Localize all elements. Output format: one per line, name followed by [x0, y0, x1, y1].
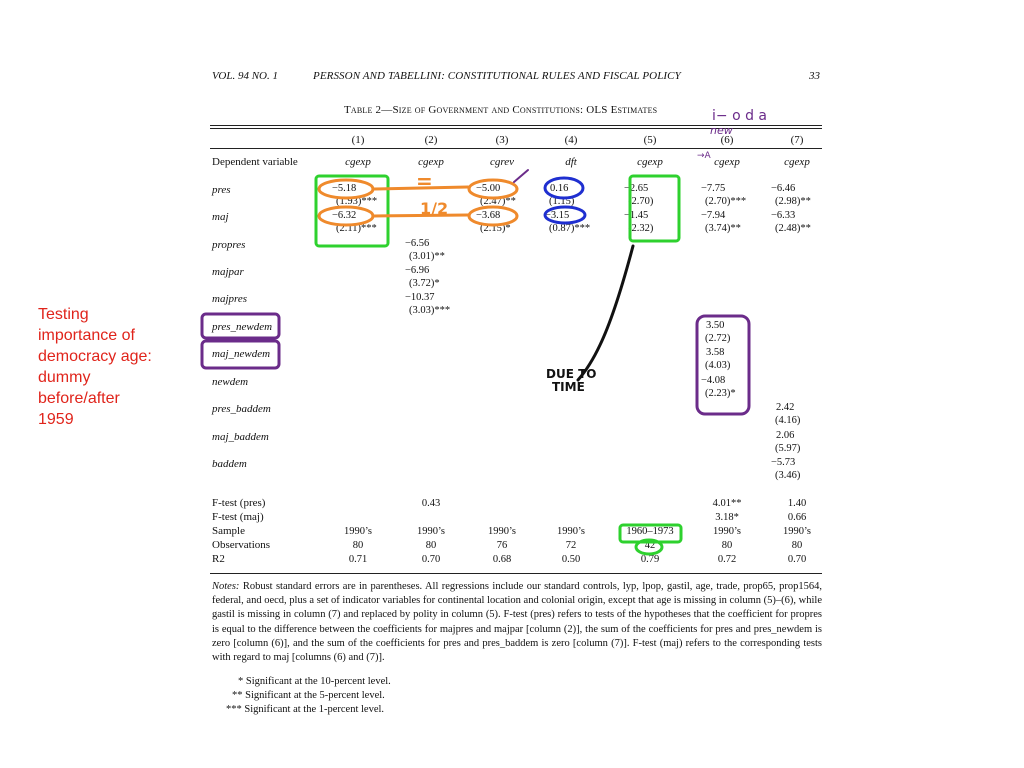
row-label: newdem	[212, 376, 249, 388]
table-top-rule	[210, 125, 822, 126]
std-error: (0.87)***	[549, 223, 591, 234]
coefficient: −6.32	[332, 210, 357, 221]
stat-value: 1990’s	[416, 526, 445, 537]
stat-label: F-test (maj)	[212, 511, 264, 523]
std-error: (1.93)***	[336, 196, 378, 207]
stat-value: 1990’s	[487, 526, 516, 537]
row-label: maj_baddem	[212, 431, 269, 443]
dependent-variable-name: cgexp	[784, 156, 810, 168]
std-error: (3.46)	[775, 470, 801, 481]
handwritten-i-oda: i− o d a	[712, 108, 768, 124]
column-number: (7)	[790, 134, 804, 146]
std-error: (2.72)	[705, 333, 731, 344]
table-notes	[212, 580, 822, 665]
dependent-variable-name: cgexp	[345, 156, 371, 168]
std-error: (3.74)**	[705, 223, 741, 234]
handwritten-due-to: DUE TO	[546, 367, 597, 381]
running-title: PERSSON AND TABELLINI: CONSTITUTIONAL RULES AND FISCAL POLICY	[313, 70, 681, 82]
side-note	[38, 304, 188, 430]
std-error: (2.11)***	[336, 223, 377, 234]
coefficient: −5.18	[332, 183, 357, 194]
std-error: (3.72)*	[409, 278, 440, 289]
stat-value: 0.50	[561, 554, 581, 565]
coefficient: 2.42	[776, 402, 795, 413]
stat-value: 1.40	[787, 498, 807, 509]
coefficient: −5.00	[476, 183, 501, 194]
std-error: (2.70)***	[705, 196, 747, 207]
coefficient: 2.06	[776, 430, 795, 441]
std-error: (5.97)	[775, 443, 801, 454]
coefficient: −6.33	[771, 210, 796, 221]
stat-value: 72	[565, 540, 577, 551]
coefficient: −7.75	[701, 183, 726, 194]
stat-value: 80	[721, 540, 733, 551]
stat-value: 0.66	[787, 512, 807, 523]
table-bottom-rule	[210, 573, 822, 574]
purple-tick-mark	[514, 170, 528, 182]
dependent-variable-name: cgexp	[714, 156, 740, 168]
coefficient: −10.37	[405, 292, 435, 303]
dependent-variable-name: cgrev	[489, 156, 515, 168]
coefficient: −5.73	[771, 457, 796, 468]
sig-note-5: ** Significant at the 5-percent level.	[232, 690, 385, 701]
dependent-variable-label: Dependent variable	[212, 156, 298, 168]
stat-value: 80	[425, 540, 437, 551]
orange-link-maj	[374, 215, 468, 216]
stat-value: 0.79	[640, 554, 660, 565]
black-arrow-line	[578, 246, 633, 380]
dependent-variable-name: cgexp	[637, 156, 663, 168]
coefficient: −7.94	[701, 210, 726, 221]
notes-lead: Notes:	[212, 581, 240, 592]
stat-value: 1990’s	[712, 526, 741, 537]
row-label: propres	[212, 239, 246, 251]
coefficient: 3.58	[706, 347, 725, 358]
table-header-rule	[210, 148, 822, 149]
std-error: (2.47)**	[480, 196, 516, 207]
handwritten-half: 1/2	[420, 199, 449, 218]
coefficient: −3.15	[545, 210, 570, 221]
row-label: pres	[212, 184, 231, 196]
stat-value: 80	[352, 540, 364, 551]
row-label: maj_newdem	[212, 348, 271, 360]
std-error: (2.48)**	[775, 223, 811, 234]
row-label: maj	[212, 211, 229, 223]
side-note-line: Testing	[38, 306, 89, 323]
row-label: pres_newdem	[212, 321, 273, 333]
std-error: (2.15)*	[480, 223, 511, 234]
stat-value: 1990’s	[343, 526, 372, 537]
column-number: (6)	[720, 134, 734, 146]
row-label: majpres	[212, 293, 248, 305]
stat-value: 0.70	[421, 554, 441, 565]
coefficient: −6.56	[405, 238, 430, 249]
column-number: (1)	[351, 134, 365, 146]
column-number: (4)	[564, 134, 578, 146]
std-error: (2.32)	[628, 223, 654, 234]
handwritten-equals: =	[416, 169, 433, 193]
stat-value: 0.43	[421, 498, 441, 509]
side-note-line: democracy age:	[38, 348, 152, 365]
coefficient: −4.08	[701, 375, 726, 386]
stat-value: 0.72	[717, 554, 737, 565]
sig-note-1: *** Significant at the 1-percent level.	[226, 704, 385, 715]
sig-note-10: * Significant at the 10-percent level.	[238, 676, 391, 687]
std-error: (2.70)	[628, 196, 654, 207]
dependent-variable-name: dft	[565, 156, 577, 168]
handwritten-new: new	[710, 124, 733, 137]
stat-value: 1990’s	[782, 526, 811, 537]
stat-value: 3.18*	[715, 512, 739, 523]
coefficient: −6.46	[771, 183, 796, 194]
stat-value: 1960–1973	[626, 526, 674, 537]
stat-label: F-test (pres)	[212, 497, 266, 509]
side-note-line: dummy	[38, 369, 91, 386]
column-number: (5)	[643, 134, 657, 146]
stat-value: 76	[496, 540, 508, 551]
notes-text: Robust standard errors are in parentheses. All regressions include our standard controls, lyp, lpop, gastil, age, trade, prop65, prop1564, federal, and oecd, plus a set of indicator variables for continental location and colonial origin, except that age is missing in column (5)–(6), while gastil is missing in column (7) and replaced by polity in column (5). F-test (pres) refers to tests of the hypotheses that the coefficient for propres is equal to the difference between the coefficients for majpres and majpar [column (2)], the sum of the coefficients for pres and pres_newdem is zero [column (6)], and the sum of the coefficients for pres and pres_baddem is zero [column (7)]. F-test (maj) refers to the corresponding tests with regard to maj [columns (6) and (7)].	[212, 581, 822, 664]
stat-label: Observations	[212, 539, 271, 551]
stat-value: 0.70	[787, 554, 807, 565]
coefficient: 3.50	[706, 320, 725, 331]
std-error: (3.01)**	[409, 251, 445, 262]
stat-value: 0.71	[348, 554, 368, 565]
std-error: (2.23)*	[705, 388, 736, 399]
std-error: (2.98)**	[775, 196, 811, 207]
std-error: (1.15)	[549, 196, 575, 207]
volume-label: VOL. 94 NO. 1	[212, 70, 278, 82]
std-error: (4.16)	[775, 415, 801, 426]
stat-value: 1990’s	[556, 526, 585, 537]
row-label: pres_baddem	[212, 403, 271, 415]
coefficient: −3.68	[476, 210, 501, 221]
orange-link-pres	[374, 187, 468, 189]
stat-value: 0.68	[492, 554, 512, 565]
dependent-variable-name: cgexp	[418, 156, 444, 168]
table-top-rule-2	[210, 128, 822, 129]
stat-value: 80	[791, 540, 803, 551]
coefficient: −1.45	[624, 210, 649, 221]
stat-value: 42	[644, 540, 656, 551]
side-note-line: before/after	[38, 390, 120, 407]
handwritten-arrow-a: →A	[697, 151, 711, 161]
handwritten-time: TIME	[552, 380, 585, 394]
column-number: (3)	[495, 134, 509, 146]
std-error: (4.03)	[705, 360, 731, 371]
page-number: 33	[809, 70, 820, 82]
table-title: Table 2—Size of Government and Constitutions: OLS Estimates	[344, 104, 658, 116]
stat-label: Sample	[212, 525, 245, 537]
row-label: baddem	[212, 458, 247, 470]
stat-value: 4.01**	[712, 498, 742, 509]
column-number: (2)	[424, 134, 438, 146]
row-label: majpar	[212, 266, 244, 278]
side-note-line: 1959	[38, 411, 74, 428]
side-note-line: importance of	[38, 327, 135, 344]
coefficient: −2.65	[624, 183, 649, 194]
coefficient: −6.96	[405, 265, 430, 276]
stat-label: R2	[212, 553, 225, 565]
coefficient: 0.16	[550, 183, 569, 194]
std-error: (3.03)***	[409, 305, 451, 316]
